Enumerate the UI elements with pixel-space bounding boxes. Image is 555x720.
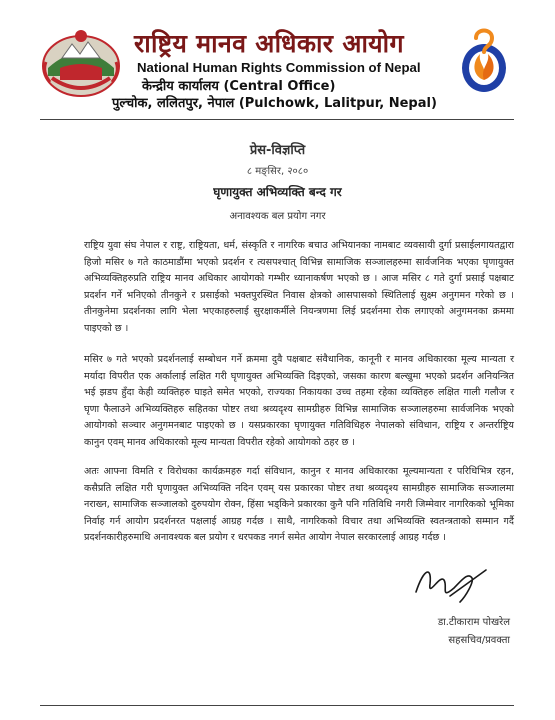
letterhead-divider (40, 119, 514, 120)
subheadline: अनावश्यक बल प्रयोग नगर (229, 211, 326, 222)
signatory-title: सहसचिव/प्रवक्ता (448, 635, 510, 646)
signature-icon (410, 562, 490, 606)
footer-divider (40, 705, 514, 706)
nepal-emblem-icon (40, 28, 122, 100)
body-paragraph-1: राष्ट्रिय युवा संघ नेपाल र राष्ट्र, राष्ट्रियता, धर्म, संस्कृति र नागरिक बचाउ अभियानका नामबाट व्यवसायी दुर्गा प्रसाईलगायतद्वारा हिजो मसिर ७ गते काठमाडौंमा भएको प्रदर्शन र त्यसपश्चात् विभिन्न सामाजिक सञ्जालहरुमा सार्वजनिक भएका घृणायुक्त अभिव्यक्तिहरुप्रति राष्ट्रिय मानव अधिकार आयोगको गम्भीर ध्यानाकर्षण भएको छ । आज मसिर ८ गते दुर्गा प्रसाई पक्षबाट प्रदर्शन गर्ने भनिएको तीनकुने र प्रसाईको भक्तपुरस्थित निवास क्षेत्रको आसपासको स्थितिलाई सुक्ष्म अनुगमन गरेको छ । तीनकुनेमा प्रदर्शनका लागि भेला भएकाहरुलाई सुरक्षाकर्मीले नियन्त्रणमा लिई प्रदर्शनमा रोक लगाएको अनुगमनका क्रममा पाइएको छ । (84, 240, 514, 334)
commission-title-english: National Human Rights Commission of Nepal (137, 60, 421, 75)
body-paragraph-2: मसिर ७ गते भएको प्रदर्शनलाई सम्बोधन गर्ने क्रममा दुवै पक्षबाट संवैधानिक, कानूनी र मानव अधिकारका मूल्य मान्यता र मर्यादा विपरीत एक अर्कालाई लक्षित गरी घृणायुक्त अभिव्यक्ति दिइएको, जसका कारण बल्खुमा भएको प्रदर्शन अनियन्त्रित भई झडप हुँदा केही व्यक्तिहरु घाइते समेत भएको, राज्यका निकायका उच्च तहमा रहेका व्यक्तिहरु लक्षित गाली गलौज र घृणा फैलाउने अभिव्यक्तिहरु सहितका पोष्टर तथा श्रव्यदृश्य सामग्रीहरु विभिन्न सामाजिक सञ्जालहरुमा सार्वजनिक भएको आयोगको सञ्चार अनुगमनबाट पाइएको छ । यसप्रकारका घृणायुक्त गतिविधिहरु नेपालको संविधान, राष्ट्रिय र अन्तर्राष्ट्रिय कानुन एवम् मानव अधिकारको मूल्य मान्यता विपरीत रहेको आयोगको ठहर छ । (84, 354, 514, 448)
nhrc-logo-icon (458, 24, 510, 94)
body-paragraph-3: अतः आफ्ना विमति र विरोधका कार्यक्रमहरु गर्दा संविधान, कानुन र मानव अधिकारका मूल्यमान्यता र परिधिभित्र रहन, कसैप्रति लक्षित गरी घृणायुक्त अभिव्यक्ति नदिन एवम् यस प्रकारका पोष्टर तथा श्रव्यदृश्य सामग्रीहरु सामाजिक सञ्जालमा नराख्न, सामाजिक सञ्जालको दुरुपयोग रोक्न, हिंसा भड्किने प्रकारका कुनै पनि गतिविधि नगरी जिम्मेवार नागरिकको भूमिका निर्वाह गर्न आयोग प्रदर्शनरत पक्षलाई आग्रह गर्दछ । साथै, नागरिकको विचार तथा अभिव्यक्ति स्वतन्त्रताको सम्मान गर्दै प्रदर्शनकारीहरुमाथि अनावश्यक बल प्रयोग र धरपकड नगर्न समेत आयोग नेपाल सरकारलाई आग्रह गर्दछ । (84, 466, 514, 544)
office-name: केन्द्रीय कार्यालय (Central Office) (142, 79, 336, 94)
commission-title-nepali: राष्ट्रिय मानव अधिकार आयोग (134, 29, 404, 58)
release-date: ८ मङ्सिर, २०८० (246, 166, 309, 177)
headline: घृणायुक्त अभिव्यक्ति बन्द गर (213, 185, 342, 199)
signatory-name: डा.टीकाराम पोखरेल (437, 617, 510, 628)
office-address: पुल्चोक, ललितपुर, नेपाल (Pulchowk, Lalitpur, Nepal) (112, 96, 437, 111)
press-release-heading: प्रेस-विज्ञप्ति (249, 143, 306, 158)
